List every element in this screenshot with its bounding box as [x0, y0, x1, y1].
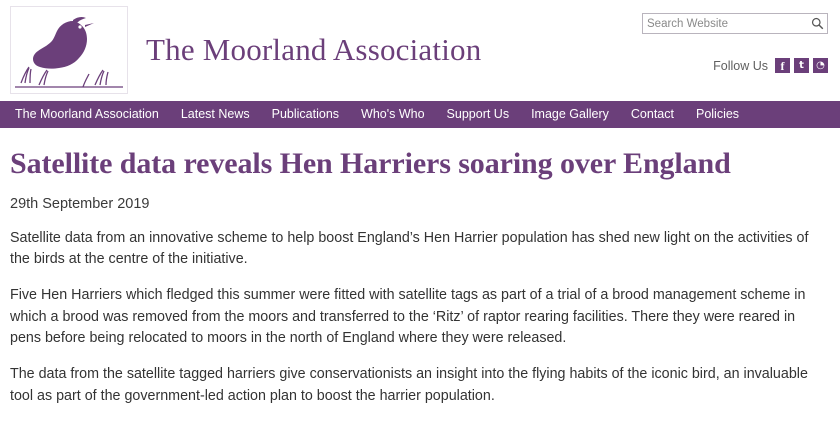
nav-item-the-moorland-association[interactable]: The Moorland Association: [15, 107, 159, 121]
site-title: The Moorland Association: [146, 32, 482, 67]
nav-item-whos-who[interactable]: Who's Who: [361, 107, 425, 121]
article-paragraph: The data from the satellite tagged harriers give conservationists an insight into the flying habits of the iconic bird, an invaluable tool as part of the government-led action plan to boost the harrier population.: [10, 366, 808, 404]
page-title: Satellite data reveals Hen Harriers soaring over England: [10, 147, 731, 180]
facebook-icon[interactable]: f: [775, 58, 790, 73]
rss-icon[interactable]: ◔: [813, 58, 828, 73]
site-branding[interactable]: [10, 6, 481, 94]
nav-item-image-gallery[interactable]: Image Gallery: [531, 107, 609, 121]
nav-item-publications[interactable]: Publications: [271, 107, 340, 121]
follow-us-label: Follow Us: [713, 58, 768, 73]
search-icon[interactable]: [807, 14, 827, 33]
follow-us: [713, 58, 828, 73]
main-navigation: [0, 101, 840, 128]
nav-item-policies[interactable]: Policies: [695, 107, 740, 121]
article-date: 29th September 2019: [10, 195, 150, 212]
twitter-icon[interactable]: t: [794, 58, 809, 73]
search-input[interactable]: [643, 14, 807, 33]
grouse-bird-logo-icon[interactable]: [10, 6, 128, 94]
article-paragraph: Satellite data from an innovative scheme to help boost England’s Hen Harrier population has shed new light on the activities of the birds at the centre of the initiative.: [10, 229, 809, 268]
site-header: [0, 0, 840, 101]
nav-item-support-us[interactable]: Support Us: [446, 107, 510, 121]
nav-item-latest-news[interactable]: Latest News: [180, 107, 250, 121]
article-paragraph: Five Hen Harriers which fledged this summer were fitted with satellite tags as part of a trial of a brood management scheme in which a brood was removed from the moors and transferred to the ‘Ritz’ of raptor rearing facilities. There they were reared in pens before being relocated to moors in the north of England where they were released.: [10, 287, 806, 347]
nav-item-contact[interactable]: Contact: [630, 107, 674, 121]
search-box[interactable]: [642, 13, 828, 34]
article: [0, 128, 840, 408]
